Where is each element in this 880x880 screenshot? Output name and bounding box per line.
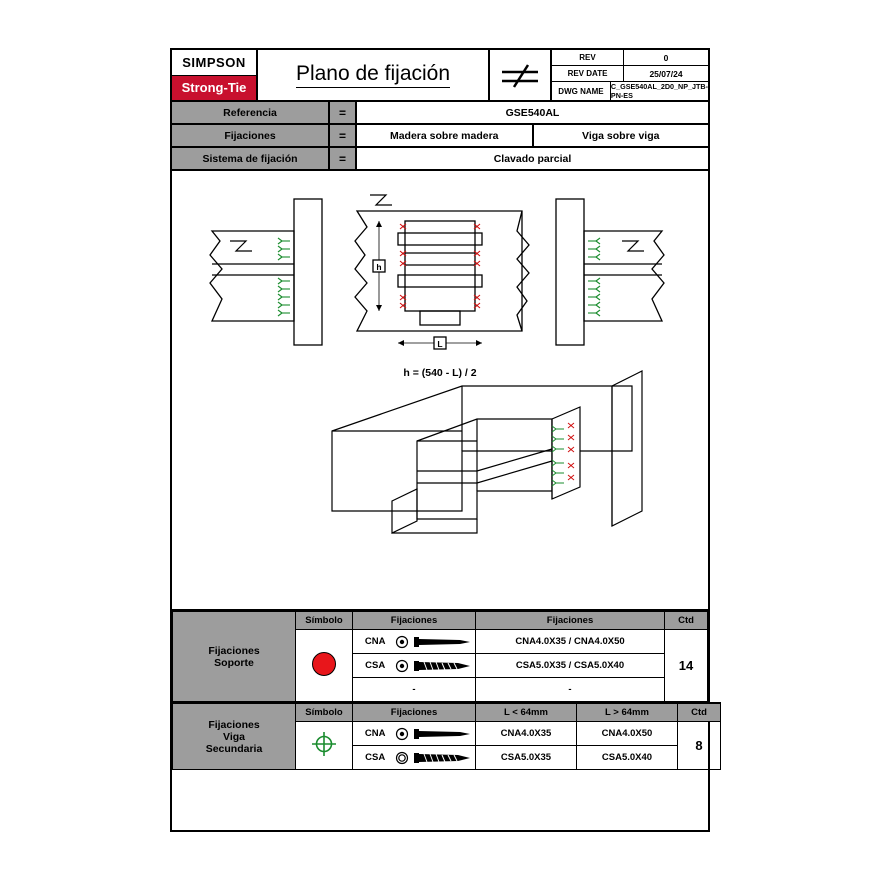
header-l-long: L > 64mm xyxy=(577,703,678,722)
side-label-line2: Viga xyxy=(223,730,245,743)
sheet-title xyxy=(258,50,490,100)
side-label-line1: Fijaciones xyxy=(208,718,260,731)
code-label: CSA xyxy=(365,752,386,764)
info-label: Sistema de fijación xyxy=(172,148,330,169)
screw-icons xyxy=(395,659,470,673)
rev-date-value: 25/07/24 xyxy=(649,68,683,79)
rev-value: 0 xyxy=(663,52,669,63)
value-cell-cna: CNA4.0X35 / CNA4.0X50 xyxy=(476,630,665,654)
table-header-row xyxy=(173,612,708,630)
info-value-fijaciones-a: Madera sobre madera xyxy=(357,125,534,146)
rev-row xyxy=(552,50,708,66)
logo-line-1: SIMPSON xyxy=(172,50,256,76)
value-cell-csa-short: CSA5.0X35 xyxy=(476,746,577,770)
code-cell-csa xyxy=(353,654,476,678)
info-equals: = xyxy=(330,148,357,169)
side-label-line1: Fijaciones xyxy=(208,644,260,657)
nail-icons xyxy=(395,727,470,741)
screw-icons xyxy=(395,751,470,765)
side-label-line3: Secundaria xyxy=(205,742,263,755)
sheet-title-text: Plano de fijación xyxy=(296,62,450,88)
info-value-sistema: Clavado parcial xyxy=(493,152,572,165)
side-label-line2: Soporte xyxy=(214,656,254,669)
code-label: CNA xyxy=(364,636,386,648)
value-cell-cna-long: CNA4.0X50 xyxy=(577,722,678,746)
dwg-name-label: DWG NAME xyxy=(552,82,611,100)
value-cell-csa: CSA5.0X35 / CSA5.0X40 xyxy=(476,654,665,678)
code-cell-cna xyxy=(353,630,476,654)
qty-cell-soporte: 14 xyxy=(665,630,708,702)
side-label-viga-secundaria xyxy=(173,703,296,770)
dim-label-l: L xyxy=(437,339,443,349)
round-head-icon xyxy=(395,751,409,765)
red-filled-circle-symbol xyxy=(312,652,336,676)
value-cell-cna-short: CNA4.0X35 xyxy=(476,722,577,746)
qty-cell-viga: 8 xyxy=(678,722,721,770)
round-head-icon xyxy=(395,659,409,673)
threaded-screw-icon xyxy=(414,752,470,764)
table-fijaciones-viga-secundaria xyxy=(172,702,721,770)
rev-date-label: REV DATE xyxy=(552,66,624,81)
info-row-fijaciones xyxy=(172,125,708,148)
header-fijaciones-code: Fijaciones xyxy=(353,612,476,630)
header-simbolo: Símbolo xyxy=(296,703,353,722)
smooth-nail-icon xyxy=(414,636,470,648)
drawing-sheet xyxy=(170,48,710,832)
simpson-strong-tie-logo xyxy=(172,50,258,100)
threaded-screw-icon xyxy=(414,660,470,672)
dwg-name-value: C_GSE540AL_2D0_NP_JTB-PN-ES xyxy=(610,82,708,100)
code-label: CNA xyxy=(364,728,386,740)
rev-label: REV xyxy=(552,50,624,65)
info-equals: = xyxy=(330,102,357,123)
table-header-row xyxy=(173,703,721,722)
header-ctd: Ctd xyxy=(665,612,708,630)
height-formula-note: h = (540 - L) / 2 xyxy=(403,367,477,379)
round-head-icon xyxy=(395,727,409,741)
table-fijaciones-soporte xyxy=(172,611,708,702)
revision-block xyxy=(552,50,708,100)
symbol-cell-viga xyxy=(296,722,353,770)
header-ctd: Ctd xyxy=(678,703,721,722)
logo-line-2: Strong-Tie xyxy=(172,76,256,101)
code-cell-empty: - xyxy=(353,678,476,702)
round-head-icon xyxy=(395,635,409,649)
info-row-sistema xyxy=(172,148,708,171)
green-crosshair-circle-symbol xyxy=(311,731,337,757)
code-label: CSA xyxy=(365,660,386,672)
header-fijaciones-value: Fijaciones xyxy=(476,612,665,630)
code-cell-csa xyxy=(353,746,476,770)
technical-drawing xyxy=(172,171,708,607)
dwg-name-row xyxy=(552,82,708,100)
info-label: Fijaciones xyxy=(172,125,330,146)
not-equal-hatch-icon xyxy=(490,50,552,100)
code-cell-cna xyxy=(353,722,476,746)
symbol-cell-soporte xyxy=(296,630,353,702)
side-label-soporte xyxy=(173,612,296,702)
info-equals: = xyxy=(330,125,357,146)
value-cell-empty: - xyxy=(476,678,665,702)
smooth-nail-icon xyxy=(414,728,470,740)
value-cell-csa-long: CSA5.0X40 xyxy=(577,746,678,770)
info-value-referencia: GSE540AL xyxy=(505,106,560,119)
rev-date-row xyxy=(552,66,708,82)
header-fijaciones-code: Fijaciones xyxy=(353,703,476,722)
drawing-area xyxy=(172,171,708,611)
info-row-referencia xyxy=(172,102,708,125)
header-l-short: L < 64mm xyxy=(476,703,577,722)
title-block xyxy=(172,50,708,102)
nail-icons xyxy=(395,635,470,649)
info-label: Referencia xyxy=(172,102,330,123)
dim-label-h: h xyxy=(376,262,382,272)
header-simbolo: Símbolo xyxy=(296,612,353,630)
info-value-fijaciones-b: Viga sobre viga xyxy=(582,129,660,142)
